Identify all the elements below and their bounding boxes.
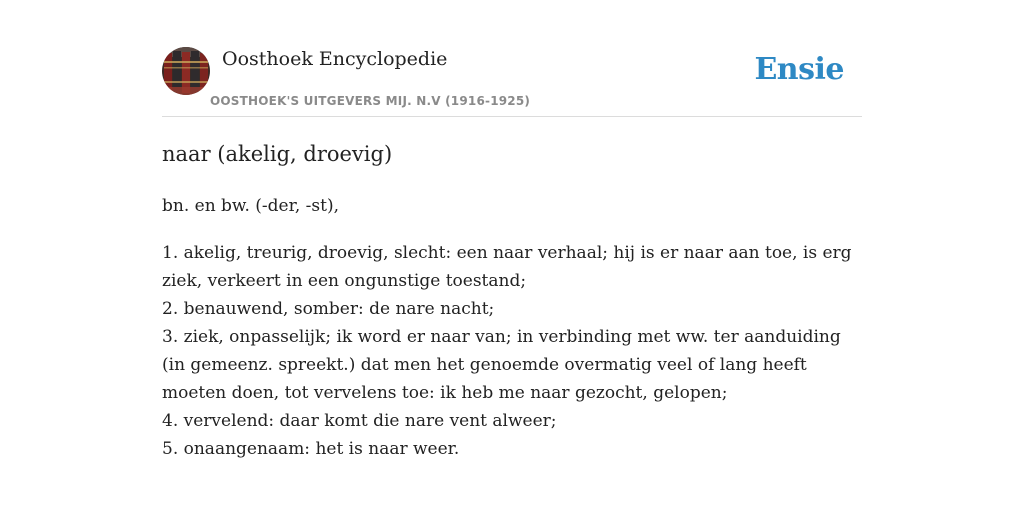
definition-item: 5. onaangenaam: het is naar weer. bbox=[162, 439, 460, 459]
grammar-note: bn. en bw. (-der, -st), bbox=[162, 196, 339, 216]
entry-title: naar (akelig, droevig) bbox=[162, 142, 393, 166]
definition-item: 2. benauwend, somber: de nare nacht; bbox=[162, 299, 495, 319]
book-spines-icon bbox=[162, 47, 210, 95]
definition-item: 1. akelig, treurig, droevig, slecht: een naar verhaal; hij is er naar aan toe, is erg ziek, verkeert in een ongunstige toestand; bbox=[162, 243, 852, 291]
encyclopedia-avatar[interactable] bbox=[162, 47, 210, 95]
site-title[interactable]: Oosthoek Encyclopedie bbox=[222, 48, 448, 70]
header bbox=[162, 46, 862, 117]
definition-item: 4. vervelend: daar komt die nare vent alweer; bbox=[162, 411, 557, 431]
ensie-logo[interactable]: Ensie bbox=[754, 52, 844, 87]
definition-item: 3. ziek, onpasselijk; ik word er naar van; in verbinding met ww. ter aanduiding (in gemeenz. spreekt.) dat men het genoemde overmatig veel of lang heeft moeten doen, tot vervelens toe: ik heb me naar gezocht, gelopen; bbox=[162, 327, 841, 403]
definitions-list bbox=[162, 239, 862, 463]
publisher-subtitle: OOSTHOEK'S UITGEVERS MIJ. N.V (1916-1925) bbox=[210, 94, 531, 108]
